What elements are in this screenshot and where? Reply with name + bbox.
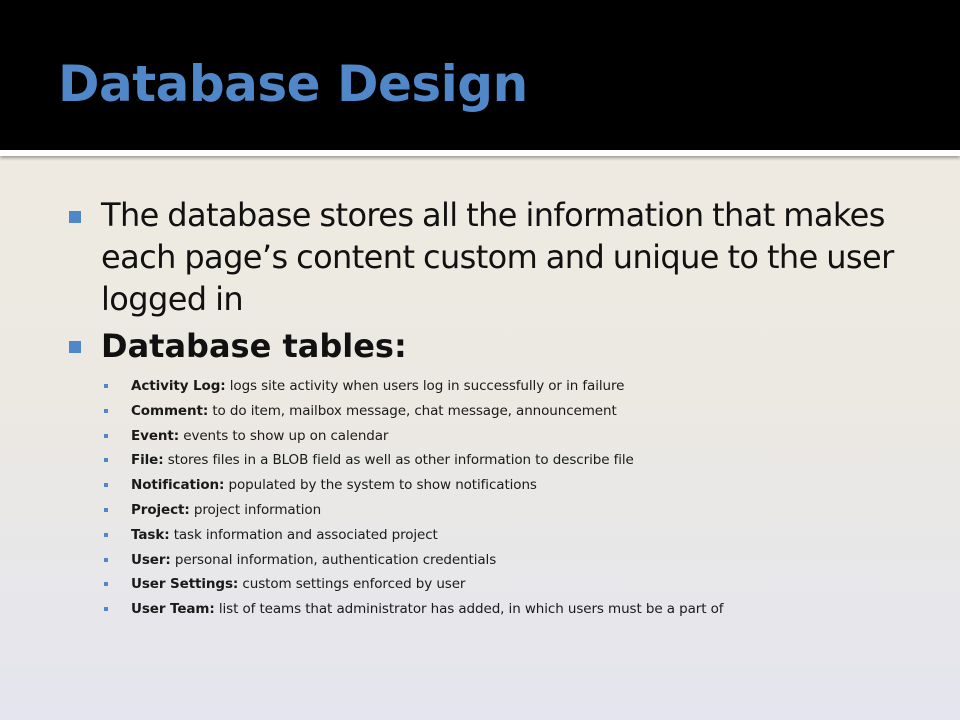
square-bullet-icon — [69, 211, 81, 223]
table-description: populated by the system to show notifications — [224, 477, 537, 494]
table-name: User Team: — [131, 601, 215, 618]
list-item-event — [0, 424, 960, 449]
table-name: User Settings: — [131, 576, 239, 593]
table-name: Comment: — [131, 402, 209, 419]
bullet-intro-text: The database stores all the information that makes each page’s content custom and unique to the user logged in — [101, 196, 894, 318]
small-square-bullet-icon — [104, 458, 108, 462]
bullet-tables-heading-text: Database tables: — [101, 327, 407, 365]
bullet-intro — [0, 194, 960, 320]
list-item-project — [0, 498, 960, 523]
table-description: custom settings enforced by user — [238, 576, 466, 593]
small-square-bullet-icon — [104, 607, 108, 611]
small-square-bullet-icon — [104, 582, 108, 586]
small-square-bullet-icon — [104, 558, 108, 562]
small-square-bullet-icon — [104, 508, 108, 512]
table-name: Event: — [131, 427, 180, 444]
table-list — [0, 374, 960, 622]
list-item-file — [0, 448, 960, 473]
square-bullet-icon — [69, 341, 81, 353]
table-description: events to show up on calendar — [179, 427, 389, 444]
list-item-comment — [0, 399, 960, 424]
small-square-bullet-icon — [104, 384, 108, 388]
list-item-notification — [0, 473, 960, 498]
bullet-tables-heading — [0, 326, 960, 366]
table-description: to do item, mailbox message, chat message, announcement — [208, 402, 617, 419]
table-name: Activity Log: — [131, 378, 226, 394]
list-item-task — [0, 523, 960, 548]
table-description: task information and associated project — [169, 526, 438, 543]
table-name: Notification: — [131, 477, 225, 494]
slide-content — [0, 194, 960, 622]
table-description: personal information, authentication credentials — [170, 551, 497, 568]
title-bar — [0, 0, 960, 150]
title-divider — [0, 150, 960, 156]
list-item-user — [0, 548, 960, 573]
list-item-user-settings — [0, 572, 960, 597]
small-square-bullet-icon — [104, 434, 108, 438]
table-description: project information — [189, 501, 322, 518]
small-square-bullet-icon — [104, 533, 108, 537]
table-description: logs site activity when users log in successfully or in failure — [225, 378, 625, 394]
small-square-bullet-icon — [104, 483, 108, 487]
table-name: Task: — [131, 526, 170, 543]
list-item-activity-log — [0, 374, 960, 399]
table-description: stores files in a BLOB field as well as other information to describe file — [163, 452, 634, 469]
list-item-user-team — [0, 597, 960, 622]
table-name: File: — [131, 452, 164, 469]
table-description: list of teams that administrator has added, in which users must be a part of — [214, 601, 724, 618]
slide-title: Database Design — [58, 55, 528, 113]
small-square-bullet-icon — [104, 409, 108, 413]
table-name: Project: — [131, 501, 190, 518]
table-name: User: — [131, 551, 171, 568]
